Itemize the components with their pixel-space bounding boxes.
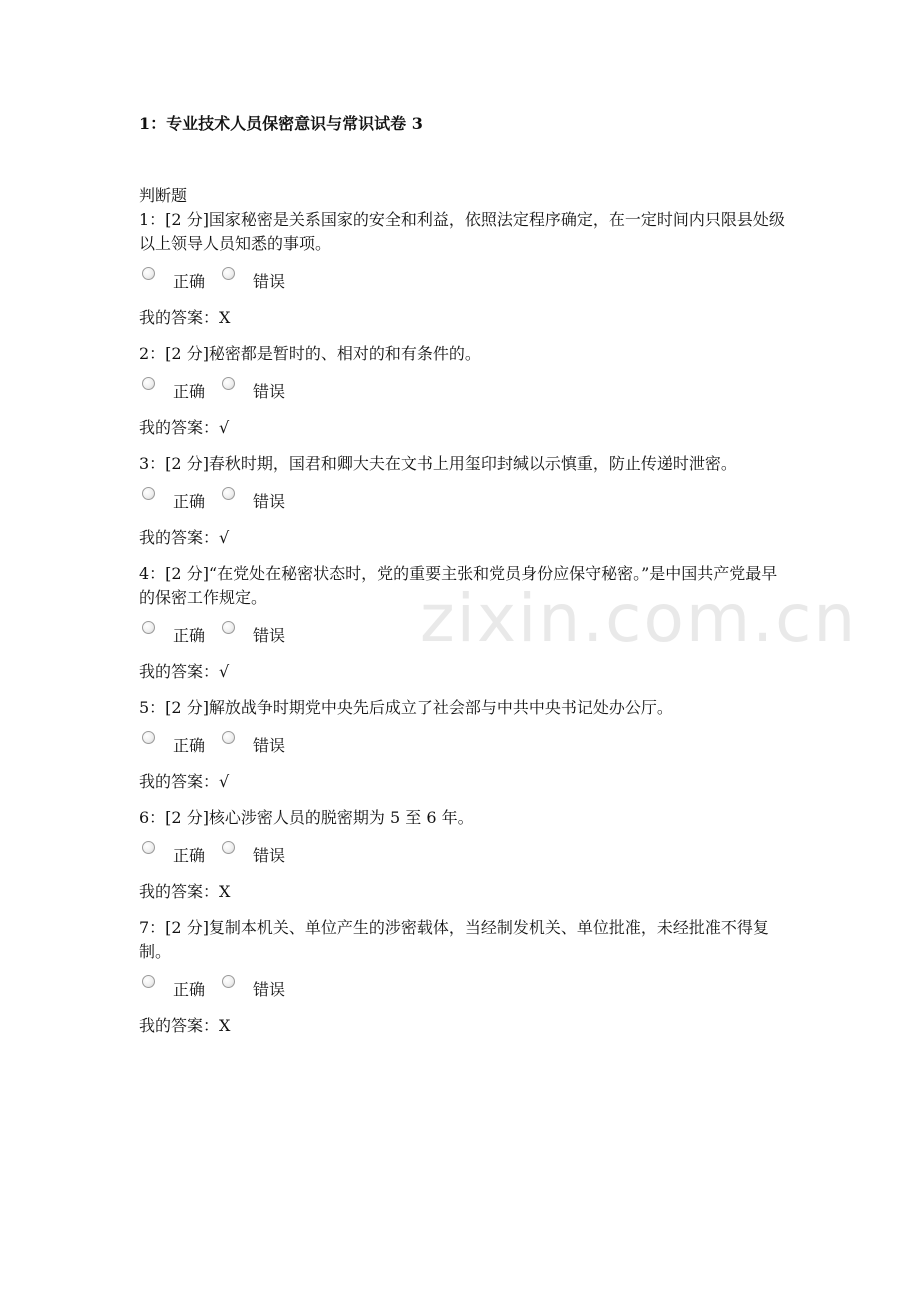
my-answer: 我的答案：X <box>139 308 231 327</box>
option-true-label: 正确 <box>173 492 206 511</box>
my-answer: 我的答案：√ <box>139 772 230 791</box>
question-list <box>139 208 789 1038</box>
radio-false-icon[interactable] <box>222 377 235 390</box>
option-false[interactable] <box>219 376 285 402</box>
radio-true-icon[interactable] <box>142 621 155 634</box>
question-text: 4：[2 分]“在党处在秘密状态时，党的重要主张和党员身份应保守秘密。”是中国共产党最早的保密工作规定。 <box>139 564 778 607</box>
question-text: 6：[2 分]核心涉密人员的脱密期为 5 至 6 年。 <box>139 808 474 827</box>
question-text: 2：[2 分]秘密都是暂时的、相对的和有条件的。 <box>139 344 481 363</box>
my-answer: 我的答案：√ <box>139 528 230 547</box>
option-true-label: 正确 <box>173 846 206 865</box>
radio-false-icon[interactable] <box>222 487 235 500</box>
option-false-label: 错误 <box>253 382 286 401</box>
option-true[interactable] <box>139 266 205 292</box>
section-label: 判断题 <box>139 186 188 205</box>
option-false[interactable] <box>219 486 285 512</box>
answer-options <box>139 476 789 526</box>
page-title: 1：专业技术人员保密意识与常识试卷 3 <box>139 114 423 133</box>
question-item <box>139 208 789 330</box>
option-true-label: 正确 <box>173 980 206 999</box>
option-true[interactable] <box>139 730 205 756</box>
my-answer: 我的答案：√ <box>139 662 230 681</box>
question-text: 1：[2 分]国家秘密是关系国家的安全和利益，依照法定程序确定，在一定时间内只限县处级以上领导人员知悉的事项。 <box>139 210 785 253</box>
my-answer: 我的答案：X <box>139 882 231 901</box>
option-false[interactable] <box>219 620 285 646</box>
option-true[interactable] <box>139 376 205 402</box>
exam-content <box>139 112 789 1050</box>
question-item <box>139 342 789 440</box>
radio-true-icon[interactable] <box>142 975 155 988</box>
option-false-label: 错误 <box>253 272 286 291</box>
question-item <box>139 452 789 550</box>
question-item <box>139 916 789 1038</box>
option-true[interactable] <box>139 974 205 1000</box>
option-false[interactable] <box>219 840 285 866</box>
option-true-label: 正确 <box>173 736 206 755</box>
answer-options <box>139 366 789 416</box>
option-true[interactable] <box>139 840 205 866</box>
option-true-label: 正确 <box>173 382 206 401</box>
answer-options <box>139 720 789 770</box>
question-item <box>139 806 789 904</box>
option-true-label: 正确 <box>173 272 206 291</box>
radio-false-icon[interactable] <box>222 267 235 280</box>
radio-true-icon[interactable] <box>142 841 155 854</box>
my-answer: 我的答案：X <box>139 1016 231 1035</box>
question-text: 5：[2 分]解放战争时期党中央先后成立了社会部与中共中央书记处办公厅。 <box>139 698 673 717</box>
radio-false-icon[interactable] <box>222 621 235 634</box>
question-item <box>139 562 789 684</box>
question-item <box>139 696 789 794</box>
radio-true-icon[interactable] <box>142 267 155 280</box>
option-true[interactable] <box>139 620 205 646</box>
radio-true-icon[interactable] <box>142 487 155 500</box>
option-false-label: 错误 <box>253 492 286 511</box>
option-true[interactable] <box>139 486 205 512</box>
watermark: zixin.com.cn <box>420 580 858 657</box>
my-answer: 我的答案：√ <box>139 418 230 437</box>
radio-false-icon[interactable] <box>222 731 235 744</box>
option-false-label: 错误 <box>253 980 286 999</box>
option-false-label: 错误 <box>253 626 286 645</box>
option-false[interactable] <box>219 730 285 756</box>
radio-true-icon[interactable] <box>142 731 155 744</box>
radio-false-icon[interactable] <box>222 841 235 854</box>
answer-options <box>139 964 789 1014</box>
radio-true-icon[interactable] <box>142 377 155 390</box>
radio-false-icon[interactable] <box>222 975 235 988</box>
option-false-label: 错误 <box>253 846 286 865</box>
option-true-label: 正确 <box>173 626 206 645</box>
question-text: 7：[2 分]复制本机关、单位产生的涉密载体，当经制发机关、单位批准，未经批准不得复制。 <box>139 918 769 961</box>
answer-options <box>139 830 789 880</box>
option-false[interactable] <box>219 266 285 292</box>
answer-options <box>139 610 789 660</box>
option-false-label: 错误 <box>253 736 286 755</box>
option-false[interactable] <box>219 974 285 1000</box>
answer-options <box>139 256 789 306</box>
question-text: 3：[2 分]春秋时期，国君和卿大夫在文书上用玺印封缄以示慎重，防止传递时泄密。 <box>139 454 737 473</box>
